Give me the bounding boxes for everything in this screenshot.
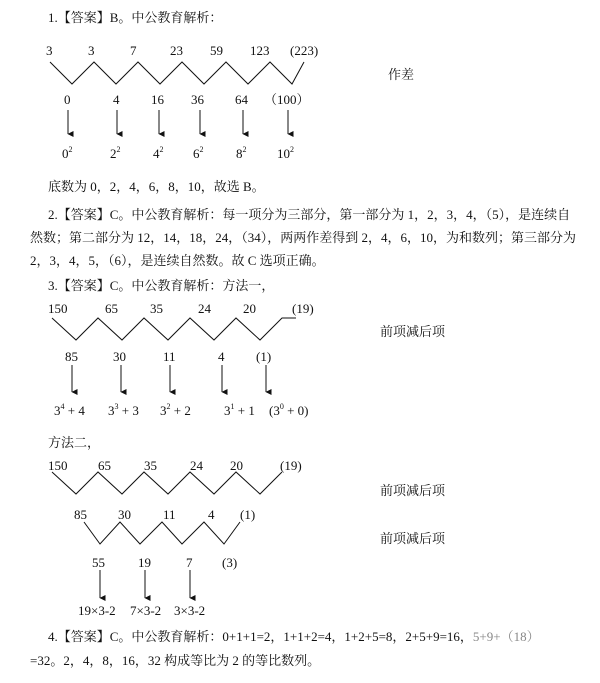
q3-m2-form: 19×3-2: [78, 603, 116, 618]
q3-m2-form: 7×3-2: [130, 603, 162, 618]
q3-m2-note-1: 前项减后项: [380, 483, 446, 498]
q1-row2-term: 4: [113, 92, 120, 107]
q3-m1-zigzag: [52, 318, 296, 340]
q1-row1-term: 123: [250, 43, 270, 58]
q3-m2-row3-term: 19: [138, 555, 151, 570]
q1-row2-term: 16: [151, 92, 164, 107]
q3-m2-row1-term: 65: [98, 458, 111, 473]
q3-m1-row2-term: 11: [163, 349, 176, 364]
q3-m1-row1-term: 20: [243, 301, 256, 316]
q4-line-1: 4.【答案】C。中公教育解析：0+1+1=2，1+1+2=4，1+2+5=8，2+5+9=16，5+9+（18）: [48, 629, 540, 644]
q1-row1-term: 3: [46, 43, 53, 58]
q1-row1-term: 59: [210, 43, 223, 58]
q3-m2-row2-term: 4: [208, 507, 215, 522]
q3-m2-row2-term: 30: [118, 507, 131, 522]
q3-m2-row3-term: 55: [92, 555, 105, 570]
q3-m2-note-2: 前项减后项: [380, 531, 446, 546]
q3-m1-form: $3^3 + 3$: [108, 402, 139, 418]
q1-row1-term: 3: [88, 43, 95, 58]
q3-m2-row2-term: 11: [163, 507, 176, 522]
q1-row2-term: 64: [235, 92, 248, 107]
q3-m1-form: $(3^0 + 0)$: [269, 402, 309, 418]
q1-row1-term: (223): [290, 43, 319, 58]
q1-power: $6^2$: [193, 145, 204, 161]
q2-line: 然数；第二部分为 12，14，18，24，（34），两两作差得到 2，4，6，10，为和数列；第三部分为: [30, 230, 577, 245]
q2-line: 2，3，4，5，（6），是连续自然数。故 C 选项正确。: [30, 253, 325, 268]
q1-note: 作差: [388, 67, 415, 82]
q3-m1-note: 前项减后项: [380, 324, 446, 339]
q3-m1-row2-term: (1): [256, 349, 272, 364]
q3-m1-row1-term: 65: [105, 301, 118, 316]
q3-m1-row1-term: (19): [292, 301, 314, 316]
q3-m2-row1-term: 150: [48, 458, 68, 473]
q3-m1-row1-term: 24: [198, 301, 211, 316]
q1-row1-term: 23: [170, 43, 183, 58]
q3-m1-row2-term: 30: [113, 349, 126, 364]
q3-m2-row2-term: 85: [74, 507, 87, 522]
q4-gray-term: 5+9+（18）: [472, 629, 540, 644]
q3-m1-row2-term: 4: [218, 349, 225, 364]
q3-m1-row1-term: 150: [48, 301, 68, 316]
q3-m2-row1-term: 24: [190, 458, 203, 473]
q3-m2-row1-term: (19): [280, 458, 302, 473]
q3-m2-row2-term: (1): [240, 507, 256, 522]
q3-m2-zigzag-1: [52, 472, 282, 494]
q1-power: $0^2$: [62, 145, 73, 161]
q1-power: $2^2$: [110, 145, 121, 161]
q3-m2-row3-term: (3): [222, 555, 238, 570]
q1-row2-term: （100）: [264, 92, 310, 107]
q1-header: 1.【答案】B。中公教育解析：: [48, 10, 223, 25]
q1-power: $10^2$: [277, 145, 294, 161]
q3-m1-form: $3^1 + 1$: [224, 402, 255, 418]
q3-m2-row1-term: 20: [230, 458, 243, 473]
q3-m2-label: 方法二，: [48, 435, 101, 450]
q3-m2-row3-term: 7: [186, 555, 193, 570]
q3-m1-row1-term: 35: [150, 301, 163, 316]
q1-zigzag: [50, 62, 304, 84]
q1-conclusion: 底数为 0，2，4，6，8，10，故选 B。: [48, 179, 265, 194]
q1-power: $4^2$: [153, 145, 164, 161]
q3-m2-row1-term: 35: [144, 458, 157, 473]
q1-row2-term: 0: [64, 92, 71, 107]
q1-row2-term: 36: [191, 92, 204, 107]
q1-power: $8^2$: [236, 145, 247, 161]
q3-header: 3.【答案】C。中公教育解析：方法一，: [48, 278, 275, 293]
q3-m1-form: $3^4 + 4$: [54, 402, 85, 418]
q4-line-2: =32。2，4，8，16，32 构成等比为 2 的等比数列。: [30, 653, 321, 668]
q1-row1-term: 7: [130, 43, 137, 58]
q2-line: 2.【答案】C。中公教育解析：每一项分为三部分，第一部分为 1，2，3，4，（5），是连续自: [48, 207, 571, 222]
q3-m2-form: 3×3-2: [174, 603, 206, 618]
q3-m1-form: $3^2 + 2$: [160, 402, 191, 418]
q3-m2-zigzag-2: [84, 522, 240, 544]
q3-m1-row2-term: 85: [65, 349, 78, 364]
